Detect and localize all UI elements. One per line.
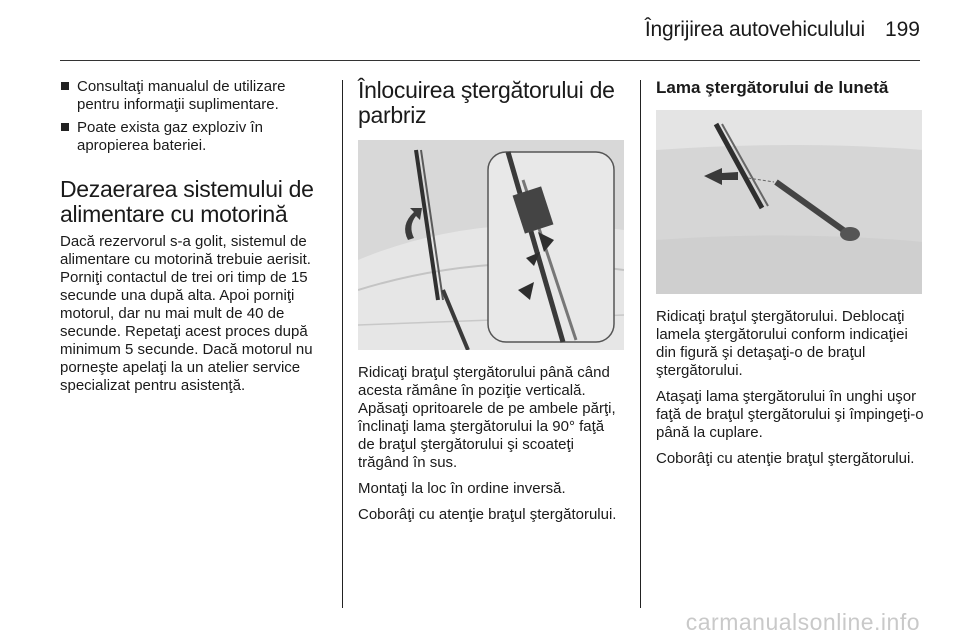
column-1 bbox=[60, 78, 328, 403]
rear-wiper-instructions-3: Coborâţi cu atenţie braţul ştergătorului. bbox=[656, 450, 915, 467]
page-number: 199 bbox=[884, 18, 920, 41]
windshield-wiper-illustration bbox=[358, 140, 624, 350]
wiper-instructions-2: Montaţi la loc în ordine inversă. bbox=[358, 480, 566, 497]
rear-wiper-illustration bbox=[656, 110, 922, 294]
column-2 bbox=[358, 78, 624, 532]
bullet-square-icon bbox=[61, 82, 69, 90]
rear-wiper-instructions-2: Ataşaţi lama ştergătorului în unghi uşor faţă de braţul ştergătorului şi împingeţi-o până la cuplare. bbox=[656, 388, 924, 441]
rear-wiper-instructions-1: Ridicaţi braţul ştergătorului. Deblocaţi lamela ştergătorului conform indicaţiei din figură şi detaşaţi-o de braţul ştergătorului. bbox=[656, 308, 908, 379]
fuel-bleed-paragraph: Dacă rezervorul s-a golit, sistemul de alimentare cu motorină trebuie aerisit. Porniţi contactul de trei ori timp de 15 secunde una după alta. Apoi porniţi motorul, dar nu mai mult de 40 de secunde. Repetaţi acest proces după minimum 5 secunde. Dacă motorul nu porneşte apelaţi la un atelier service specializat pentru asistenţă. bbox=[60, 233, 313, 394]
bullet-item bbox=[60, 119, 328, 155]
section-heading-windshield-wiper: Înlocuirea ştergătorului de parbriz bbox=[358, 77, 615, 128]
bullet-text: Poate exista gaz exploziv în apropierea bateriei. bbox=[77, 119, 263, 154]
header-rule bbox=[60, 60, 920, 61]
column-divider-1 bbox=[342, 80, 343, 608]
wiper-instructions-1: Ridicaţi braţul ştergătorului până când acesta rămâne în poziţie verticală. Apăsaţi opritoarele de pe ambele părţi, înclinaţi lama ştergătorului la 90° faţă de braţul ştergătorului şi scoateţi trăgând în sus. bbox=[358, 364, 616, 471]
bullet-text: Consultaţi manualul de utilizare pentru informaţii suplimentare. bbox=[77, 78, 286, 113]
watermark: carmanualsonline.info bbox=[685, 609, 920, 635]
wiper-instructions-3: Coborâţi cu atenţie braţul ştergătorului. bbox=[358, 506, 617, 523]
section-heading-rear-wiper: Lama ştergătorului de lunetă bbox=[656, 78, 889, 97]
column-3 bbox=[656, 78, 924, 476]
section-heading-fuel-bleed: Dezaerarea sistemului de alimentare cu motorină bbox=[60, 176, 314, 227]
page-header bbox=[0, 14, 960, 44]
chapter-title: Îngrijirea autovehiculului bbox=[644, 18, 865, 41]
column-divider-2 bbox=[640, 80, 641, 608]
bullet-square-icon bbox=[61, 123, 69, 131]
bullet-item bbox=[60, 78, 328, 114]
